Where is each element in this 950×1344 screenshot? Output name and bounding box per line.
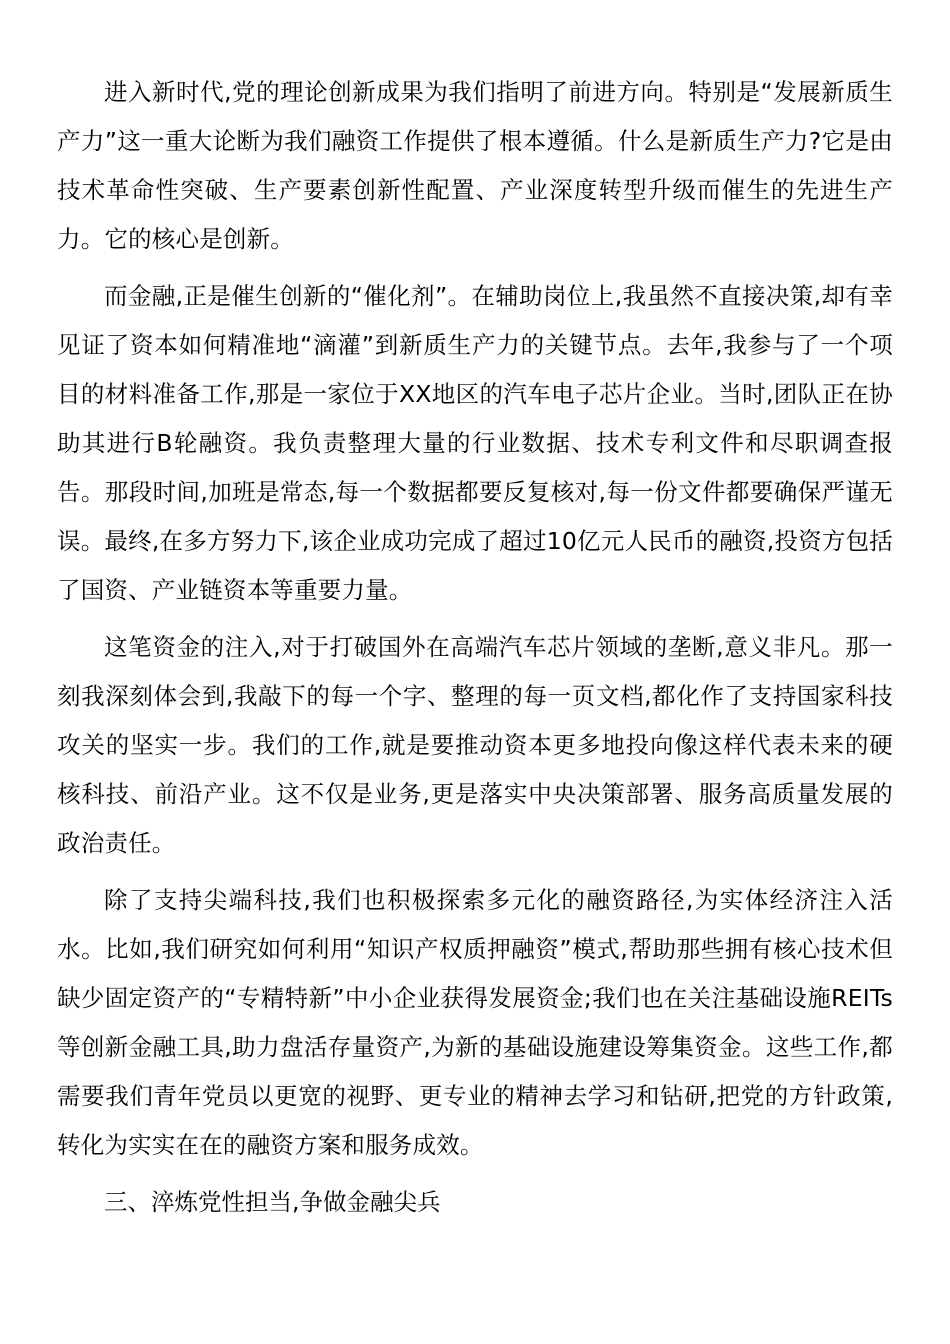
paragraph-diversified-financing: 除了支持尖端科技,我们也积极探索多元化的融资路径,为实体经济注入活水。比如,我们研究如何利用“知识产权质押融资”模式,帮助那些拥有核心技术但缺少固定资产的“专精特新”中小企业获得发展资金;我们也在关注基础设施REITs等创新金融工具,助力盘活存量资产,为新的基础设施建设筹集资金。这些工作,都需要我们青年党员以更宽的视野、更专业的精神去学习和钻研,把党的方针政策,转化为实实在在的融资方案和服务成效。 bbox=[57, 886, 893, 1159]
paragraph-finance-catalyst: 而金融,正是催生创新的“催化剂”。在辅助岗位上,我虽然不直接决策,却有幸见证了资本如何精准地“滴灌”到新质生产力的关键节点。去年,我参与了一个项目的材料准备工作,那是一家位于XX地区的汽车电子芯片企业。当时,团队正在协助其进行B轮融资。我负责整理大量的行业数据、技术专利文件和尽职调查报告。那段时间,加班是常态,每一个数据都要反复核对,每一份文件都要确保严谨无误。最终,在多方努力下,该企业成功完成了超过10亿元人民币的融资,投资方包括了国资、产业链资本等重要力量。 bbox=[57, 282, 893, 604]
document-page bbox=[57, 68, 893, 1227]
section-heading: 三、淬炼党性担当,争做金融尖兵 bbox=[104, 1188, 441, 1216]
paragraph-capital-injection: 这笔资金的注入,对于打破国外在高端汽车芯片领域的垄断,意义非凡。那一刻我深刻体会到,我敲下的每一个字、整理的每一页文档,都化作了支持国家科技攻关的坚实一步。我们的工作,就是要推动资本更多地投向像这样代表未来的硬核科技、前沿产业。这不仅是业务,更是落实中央决策部署、服务高质量发展的政治责任。 bbox=[57, 633, 893, 857]
paragraph-new-productivity: 进入新时代,党的理论创新成果为我们指明了前进方向。特别是“发展新质生产力”这一重大论断为我们融资工作提供了根本遵循。什么是新质生产力?它是由技术革命性突破、生产要素创新性配置、产业深度转型升级而催生的先进生产力。它的核心是创新。 bbox=[57, 78, 893, 253]
